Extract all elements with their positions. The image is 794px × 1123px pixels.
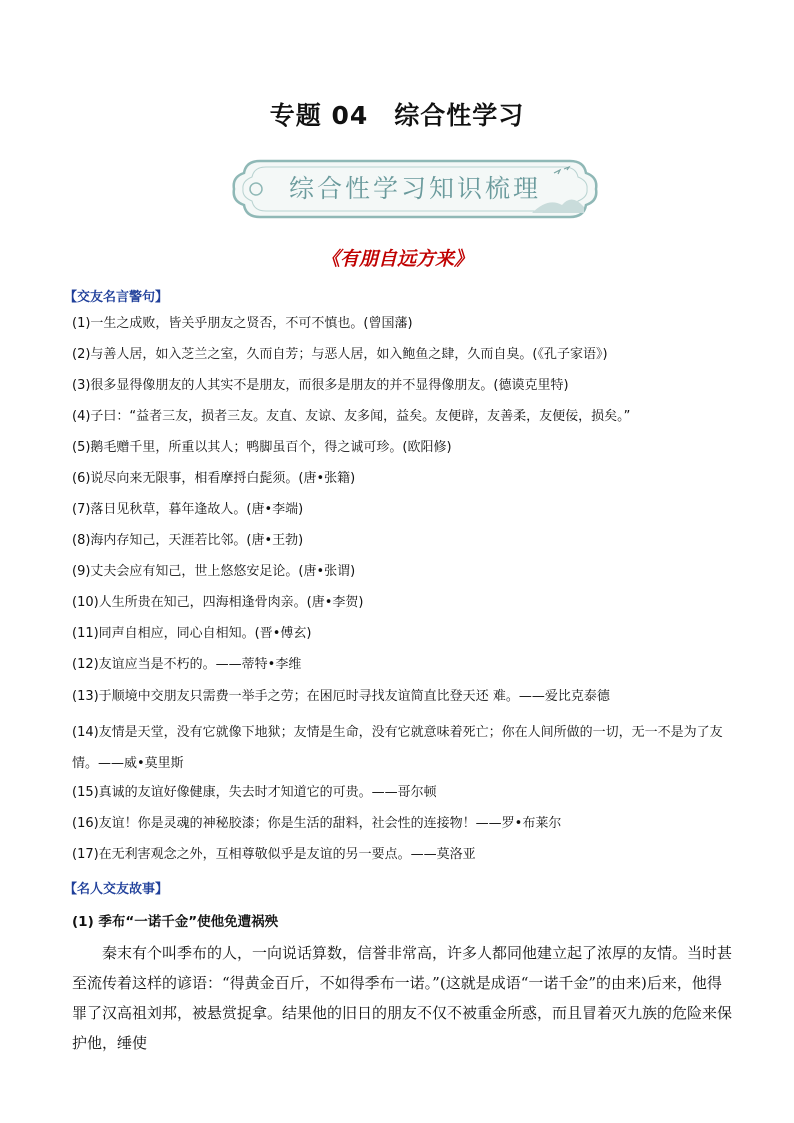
- quote-item: (2)与善人居，如入芝兰之室，久而自芳；与恶人居，如入鲍鱼之肆，久而自臭。(《孔子家语》): [72, 347, 608, 362]
- story-body: 秦末有个叫季布的人，一向说话算数，信誉非常高，许多人都同他建立起了浓厚的友情。当时甚至流传着这样的谚语：“得黄金百斤，不如得季布一诺。”(这就是成语“一诺千金”的由来)后来，他得罪了汉高祖刘邦，被悬赏捉拿。结果他的旧日的朋友不仅不被重金所惑，而且冒着灭九族的危险来保护他，缍使: [72, 944, 733, 1052]
- section-banner: [232, 153, 598, 225]
- quote-item: (9)丈夫会应有知己，世上悠悠安足论。(唐•张谓): [72, 564, 356, 579]
- quote-item: (10)人生所贵在知己，四海相逢骨肉亲。(唐•李贺): [72, 595, 364, 610]
- quote-item: (1)一生之成败，皆关乎朋友之贤否，不可不慎也。(曾国藩): [72, 316, 413, 331]
- quote-item: (13)于顺境中交朋友只需费一举手之劳；在困厄时寻找友谊简直比登天还 难。——爱比克泰德: [72, 689, 610, 704]
- section-title: 《有朋自远方来》: [320, 248, 473, 270]
- quote-item: (4)子曰：“益者三友，损者三友。友直、友谅、友多闻，益矣。友便辟，友善柔，友便佞，损矣。”: [72, 409, 631, 424]
- banner-text: 综合性学习知识梳理: [288, 174, 541, 203]
- quote-item: (6)说尽向来无限事，相看摩捋白髭须。(唐•张籍): [72, 471, 356, 486]
- heading-stories: 【名人交友故事】: [64, 882, 169, 897]
- story-title: (1) 季布“一诺千金”使他免遭祸殃: [72, 914, 279, 930]
- quote-item: (15)真诚的友谊好像健康，失去时才知道它的可贵。——哥尔顿: [72, 785, 437, 800]
- quote-item: (3)很多显得像朋友的人其实不是朋友，而很多是朋友的并不显得像朋友。(德谟克里特): [72, 378, 569, 393]
- quote-item: (5)鹅毛赠千里，所重以其人；鸭脚虽百个，得之诚可珍。(欧阳修): [72, 440, 452, 455]
- heading-quotes: 【交友名言警句】: [64, 290, 169, 305]
- quote-item: (17)在无利害观念之外，互相尊敬似乎是友谊的另一要点。——莫洛亚: [72, 847, 476, 862]
- quote-item: (11)同声自相应，同心自相知。(晋•傅玄): [72, 626, 312, 641]
- quote-item: (7)落日见秋草，暮年逢故人。(唐•李端): [72, 502, 304, 517]
- quote-item: (14)友情是天堂，没有它就像下地狱；友情是生命，没有它就意味着死亡；你在人间所做的一切，无一不是为了友情。——威•莫里斯: [72, 725, 723, 771]
- quote-item: (8)海内存知己，天涯若比邻。(唐•王勃): [72, 533, 304, 548]
- page-title: 专题 04 综合性学习: [269, 101, 525, 130]
- quote-item: (16)友谊！你是灵魂的神秘胶漆；你是生活的甜料，社会性的连接物！——罗•布莱尔: [72, 816, 562, 831]
- quote-item: (12)友谊应当是不朽的。——蒂特•李维: [72, 657, 302, 672]
